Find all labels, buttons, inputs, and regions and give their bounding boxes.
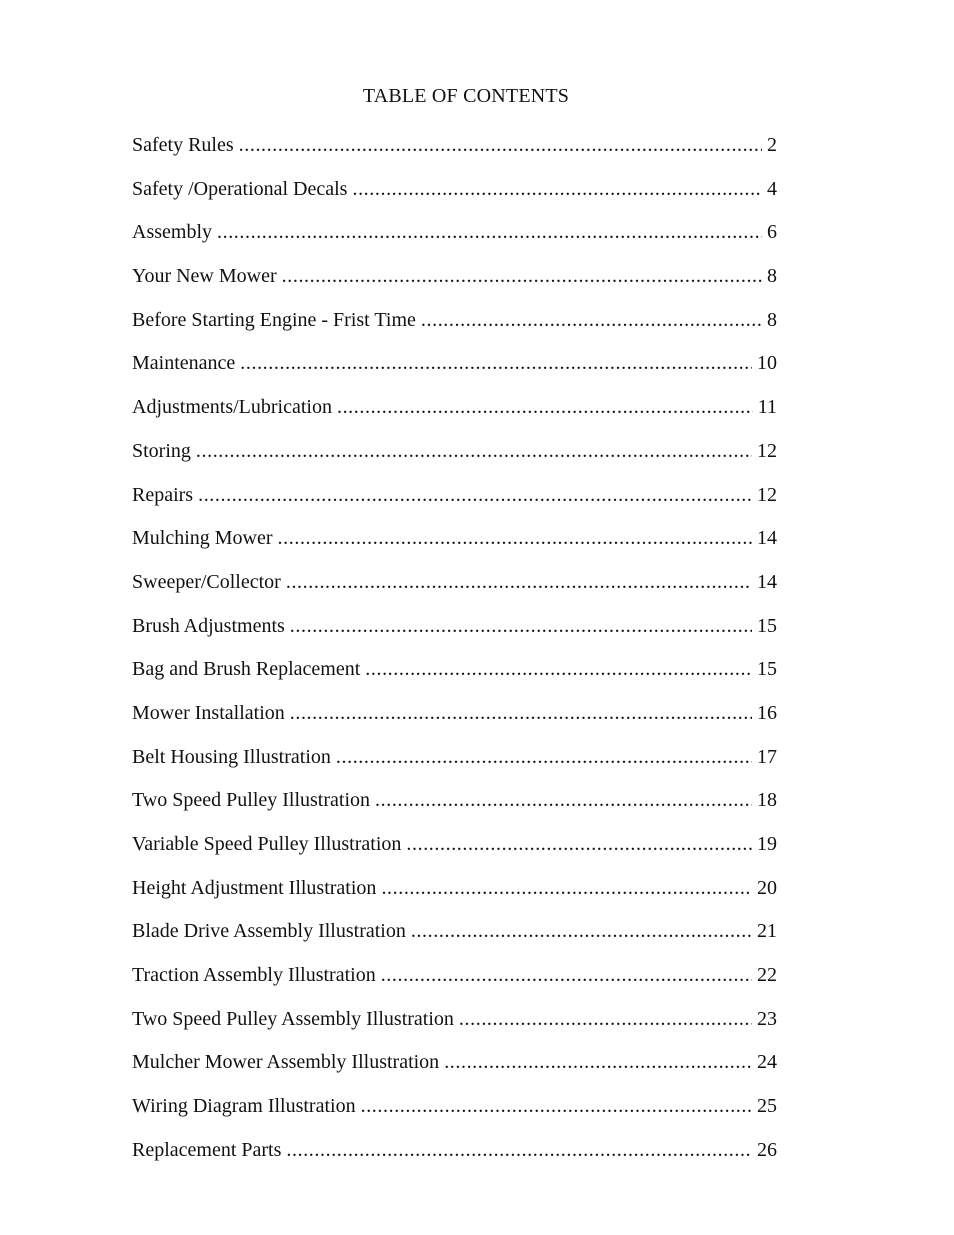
toc-dot-leader xyxy=(411,917,752,945)
toc-entry-label: Your New Mower xyxy=(132,265,277,288)
toc-dot-leader xyxy=(365,655,752,683)
toc-entry-label: Variable Speed Pulley Illustration xyxy=(132,833,402,855)
toc-entry xyxy=(132,175,777,219)
toc-entry-label: Brush Adjustments xyxy=(132,614,285,637)
toc-entry-page: 20 xyxy=(757,876,777,899)
toc-entry-label: Traction Assembly Illustration xyxy=(132,964,376,987)
toc-dot-leader xyxy=(352,175,762,203)
toc-entry xyxy=(132,1048,777,1092)
toc-dot-leader xyxy=(290,699,752,727)
toc-entry-label: Safety Rules xyxy=(132,134,234,156)
toc-entry-page: 14 xyxy=(757,527,777,550)
toc-entry-page: 25 xyxy=(757,1095,777,1118)
toc-entry xyxy=(132,699,777,743)
toc-entry-label: Blade Drive Assembly Illustration xyxy=(132,920,406,943)
toc-entry-page: 8 xyxy=(767,308,777,331)
toc-entry-label: Mulcher Mower Assembly Illustration xyxy=(132,1051,440,1074)
toc-dot-leader xyxy=(337,393,753,421)
toc-entry-page: 17 xyxy=(757,745,777,768)
toc-entry xyxy=(132,874,777,918)
toc-entry-label: Adjustments/Lubrication xyxy=(132,396,332,419)
toc-entry xyxy=(132,1092,777,1136)
toc-entry-page: 10 xyxy=(757,352,777,375)
toc-dot-leader xyxy=(406,830,752,858)
toc-entry-label: Replacement Parts xyxy=(132,1138,282,1161)
toc-dot-leader xyxy=(286,1136,752,1164)
toc-dot-leader xyxy=(290,612,752,640)
toc-dot-leader xyxy=(278,524,752,552)
toc-entry xyxy=(132,393,777,437)
toc-dot-leader xyxy=(381,961,752,989)
toc-entry xyxy=(132,349,777,393)
toc-dot-leader xyxy=(381,874,752,902)
toc-entry-page: 12 xyxy=(757,483,777,506)
toc-entry xyxy=(132,524,777,568)
toc-entry-page: 4 xyxy=(767,177,777,200)
toc-entry-page: 21 xyxy=(757,920,777,943)
toc-entry xyxy=(132,306,777,350)
toc-dot-leader xyxy=(375,786,752,814)
toc-entry-label: Storing xyxy=(132,439,191,462)
toc-entry xyxy=(132,481,777,525)
toc-entry-label: Two Speed Pulley Illustration xyxy=(132,789,371,812)
toc-entry-page: 26 xyxy=(757,1138,777,1161)
toc-entry xyxy=(132,786,777,830)
toc-entry-label: Sweeper/Collector xyxy=(132,570,281,593)
toc-entry-label: Belt Housing Illustration xyxy=(132,745,331,768)
toc-dot-leader xyxy=(444,1048,752,1076)
toc-entry-label: Bag and Brush Replacement xyxy=(132,658,361,681)
toc-entry-label: Mulching Mower xyxy=(132,527,273,550)
toc-dot-leader xyxy=(361,1092,752,1120)
toc-dot-leader xyxy=(196,437,752,465)
toc-entry-page: 15 xyxy=(757,614,777,637)
toc-entry-label: Before Starting Engine - Frist Time xyxy=(132,308,416,331)
toc-entry xyxy=(132,218,777,262)
toc-dot-leader xyxy=(239,131,762,159)
toc-entry-label: Two Speed Pulley Assembly Illustration xyxy=(132,1007,454,1030)
toc-entry xyxy=(132,1005,777,1049)
toc-dot-leader xyxy=(198,481,752,509)
toc-entry-label: Mower Installation xyxy=(132,701,285,724)
toc-entry-page: 16 xyxy=(757,701,777,724)
toc-entry xyxy=(132,612,777,656)
toc-dot-leader xyxy=(286,568,752,596)
toc-entry-page: 18 xyxy=(757,789,777,812)
toc-entry-page: 11 xyxy=(757,396,777,419)
toc-entry xyxy=(132,262,777,306)
toc-entry-page: 6 xyxy=(767,221,777,244)
toc-dot-leader xyxy=(217,218,762,246)
toc-entry xyxy=(132,917,777,961)
toc-entry-label: Repairs xyxy=(132,483,194,506)
toc-entry-page: 15 xyxy=(757,658,777,681)
toc-entry xyxy=(132,1136,777,1180)
toc-entry xyxy=(132,131,777,175)
toc-entry xyxy=(132,961,777,1005)
toc-entry-page: 23 xyxy=(757,1007,777,1030)
toc-entry xyxy=(132,568,777,612)
toc-dot-leader xyxy=(421,306,762,334)
table-of-contents xyxy=(132,131,777,1180)
toc-dot-leader xyxy=(282,262,762,290)
toc-entry-label: Wiring Diagram Illustration xyxy=(132,1095,356,1118)
toc-entry xyxy=(132,437,777,481)
toc-dot-leader xyxy=(240,349,752,377)
toc-dot-leader xyxy=(336,743,752,771)
toc-entry-label: Height Adjustment Illustration xyxy=(132,876,377,899)
toc-entry-page: 8 xyxy=(767,265,777,288)
toc-dot-leader xyxy=(459,1005,752,1033)
page-title: TABLE OF CONTENTS xyxy=(362,85,570,107)
toc-entry-page: 22 xyxy=(757,964,777,987)
toc-entry-label: Safety /Operational Decals xyxy=(132,177,348,200)
toc-entry-label: Assembly xyxy=(132,221,212,244)
toc-entry-page: 24 xyxy=(757,1051,777,1074)
toc-entry xyxy=(132,655,777,699)
toc-entry-page: 2 xyxy=(767,134,777,156)
toc-entry-page: 14 xyxy=(757,570,777,593)
toc-entry xyxy=(132,830,777,874)
toc-entry-label: Maintenance xyxy=(132,352,236,375)
toc-entry xyxy=(132,743,777,787)
toc-entry-page: 19 xyxy=(757,833,777,855)
toc-entry-page: 12 xyxy=(757,439,777,462)
